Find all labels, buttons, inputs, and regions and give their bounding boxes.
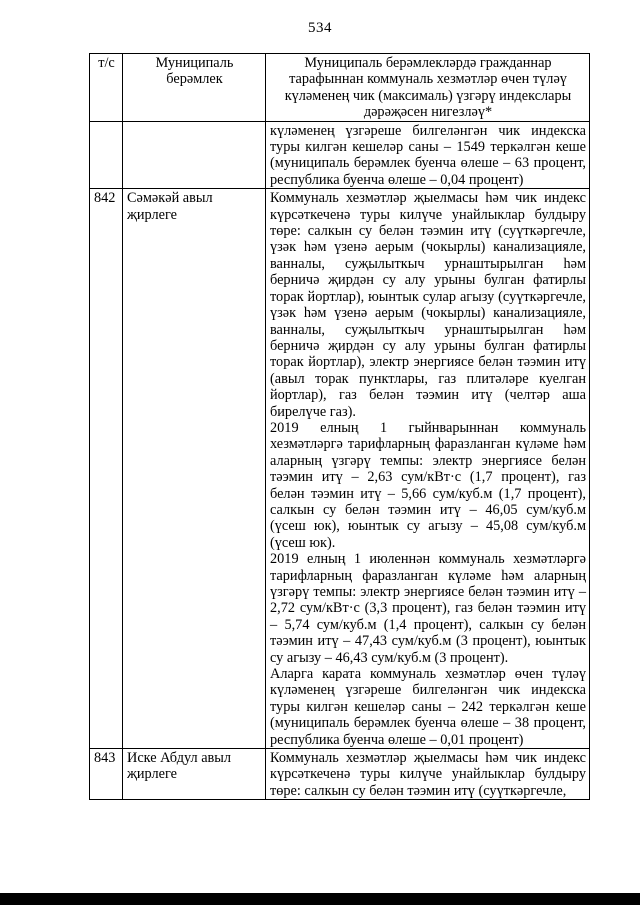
basis-paragraph: Аларга карата коммуналь хезмәтләр өчен түләү күләменең үзгәреше билгеләнгән чик индекска туры килгән кешеләр саны – 242 теркәлгән кеше (муниципаль берәмлек буенча өлеше – 38 процент, республика буенча өлеше – 0,01 процент) bbox=[270, 666, 586, 748]
row-basis bbox=[266, 189, 590, 749]
table-row bbox=[90, 749, 590, 800]
row-municipality: Сәмәкәй авыл җирлеге bbox=[123, 189, 266, 749]
basis-paragraph: Коммуналь хезмәтләр җыелмасы һәм чик индекс күрсәткеченә туры килүче унайлыклар булдыру төре: салкын су белән тәэмин итү (суүткәргечле, үзәк һәм үзенә аерым (чокырлы) канализацияле, ванналы, суҗылыткыч урнаштырылган һәм берничә җирдән су алу урыны булган фатирлы торак йортлар), юынтык сулар агызу (суүткәргечле, үзәк һәм үзенә аерым (чокырлы) канализацияле, ванналы, суҗылыткыч урнаштырылган һәм берничә җирдән су алу урыны булган фатирлы торак йортлар), электр энергиясе белән тәэмин итү (авыл торак пунктлары, газ плитәләре куелган йортлар), газ белән тәэмин итү (челтәр аша бирелүче газ). bbox=[270, 190, 586, 420]
row-municipality bbox=[123, 121, 266, 189]
header-number: т/с bbox=[90, 54, 123, 122]
basis-paragraph: 2019 елның 1 июленнән коммуналь хезмәтләргә тарифларның фаразланган күләме һәм аларның үзгәрү темпы: электр энергиясе белән тәэмин итү – 2,72 сум/кВт·с (3,3 процент), газ белән тәэмин итү – 5,74 сум/куб.м (1,4 процент), салкын су белән тәэмин итү – 47,43 сум/куб.м (3 процент), юынтык су агызу – 46,43 сум/куб.м (3 процент). bbox=[270, 551, 586, 666]
table-row bbox=[90, 189, 590, 749]
tariff-table bbox=[89, 53, 590, 800]
row-basis bbox=[266, 121, 590, 189]
basis-paragraph: Коммуналь хезмәтләр җыелмасы һәм чик индекс күрсәткеченә туры килүче унайлыклар булдыру төре: салкын су белән тәэмин итү (суүткәргечле, bbox=[270, 750, 586, 799]
header-municipality: Муниципаль берәмлек bbox=[123, 54, 266, 122]
table-row bbox=[90, 121, 590, 189]
table-header-row bbox=[90, 54, 590, 122]
scan-bottom-border bbox=[0, 873, 640, 905]
basis-paragraph: 2019 елның 1 гыйнварыннан коммуналь хезмәтләргә тарифларның фаразланган күләме һәм аларның үзгәрү темпы: электр энергиясе белән тәэмин итү – 2,63 сум/кВт·с (1,7 процент), газ белән тәэмин итү – 5,66 сум/куб.м (1,7 процент), салкын су белән тәэмин итү – 46,05 сум/куб.м (үсеш юк), юынтык су агызу – 45,08 сум/куб.м (үсеш юк). bbox=[270, 419, 586, 551]
basis-paragraph: күләменең үзгәреше билгеләнгән чик индекска туры килгән кешеләр саны – 1549 теркәлгән кеше (муниципаль берәмлек буенча өлеше – 63 процент, республика буенча өлеше – 0,04 процент) bbox=[270, 122, 586, 188]
page-number: 534 bbox=[308, 20, 332, 36]
header-basis: Муниципаль берәмлекләрдә гражданнар тарафыннан коммуналь хезмәтләр өчен түләү күләменең чик (максималь) үзгәрү индекслары дәрәҗәсен нигезләү* bbox=[266, 54, 590, 122]
row-number: 843 bbox=[90, 749, 123, 800]
row-number bbox=[90, 121, 123, 189]
row-municipality: Иске Абдул авыл җирлеге bbox=[123, 749, 266, 800]
row-number: 842 bbox=[90, 189, 123, 749]
row-basis bbox=[266, 749, 590, 800]
